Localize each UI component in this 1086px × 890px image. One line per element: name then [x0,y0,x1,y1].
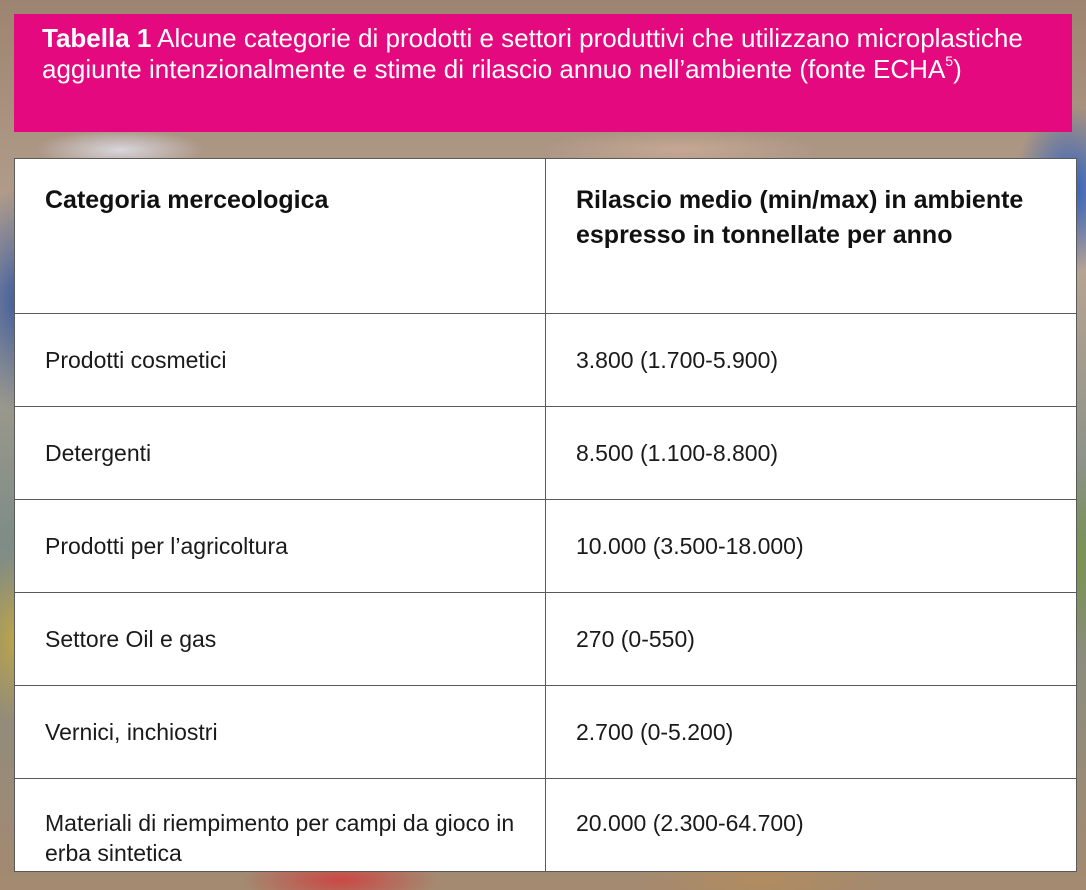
cell-release: 10.000 (3.500-18.000) [546,500,1077,593]
header-category: Categoria merceologica [15,159,546,314]
caption-close-paren: ) [953,54,962,84]
cell-category: Materiali di riempimento per campi da gioco in erba sintetica [15,779,546,872]
data-table-container [14,158,1076,872]
table-row [15,686,1077,779]
table-row [15,593,1077,686]
table-row [15,407,1077,500]
microplastics-release-table [14,158,1077,872]
cell-release: 2.700 (0-5.200) [546,686,1077,779]
table-row [15,500,1077,593]
table-row [15,779,1077,872]
table-number: Tabella 1 [42,23,152,53]
table-caption-text: Alcune categorie di prodotti e settori produttivi che utilizzano microplastiche aggiunte intenzionalmente e stime di rilascio annuo nell’ambiente (fonte ECHA [42,23,1023,84]
table-row [15,314,1077,407]
cell-release: 3.800 (1.700-5.900) [546,314,1077,407]
cell-category: Prodotti per l’agricoltura [15,500,546,593]
cell-category: Detergenti [15,407,546,500]
cell-release: 20.000 (2.300-64.700) [546,779,1077,872]
cell-category: Vernici, inchiostri [15,686,546,779]
cell-release: 270 (0-550) [546,593,1077,686]
table-caption-banner [14,14,1072,132]
table-header-row [15,159,1077,314]
cell-category: Prodotti cosmetici [15,314,546,407]
header-release: Rilascio medio (min/max) in ambiente espresso in tonnellate per anno [546,159,1077,314]
cell-release: 8.500 (1.100-8.800) [546,407,1077,500]
footnote-reference: 5 [945,53,954,70]
cell-category: Settore Oil e gas [15,593,546,686]
